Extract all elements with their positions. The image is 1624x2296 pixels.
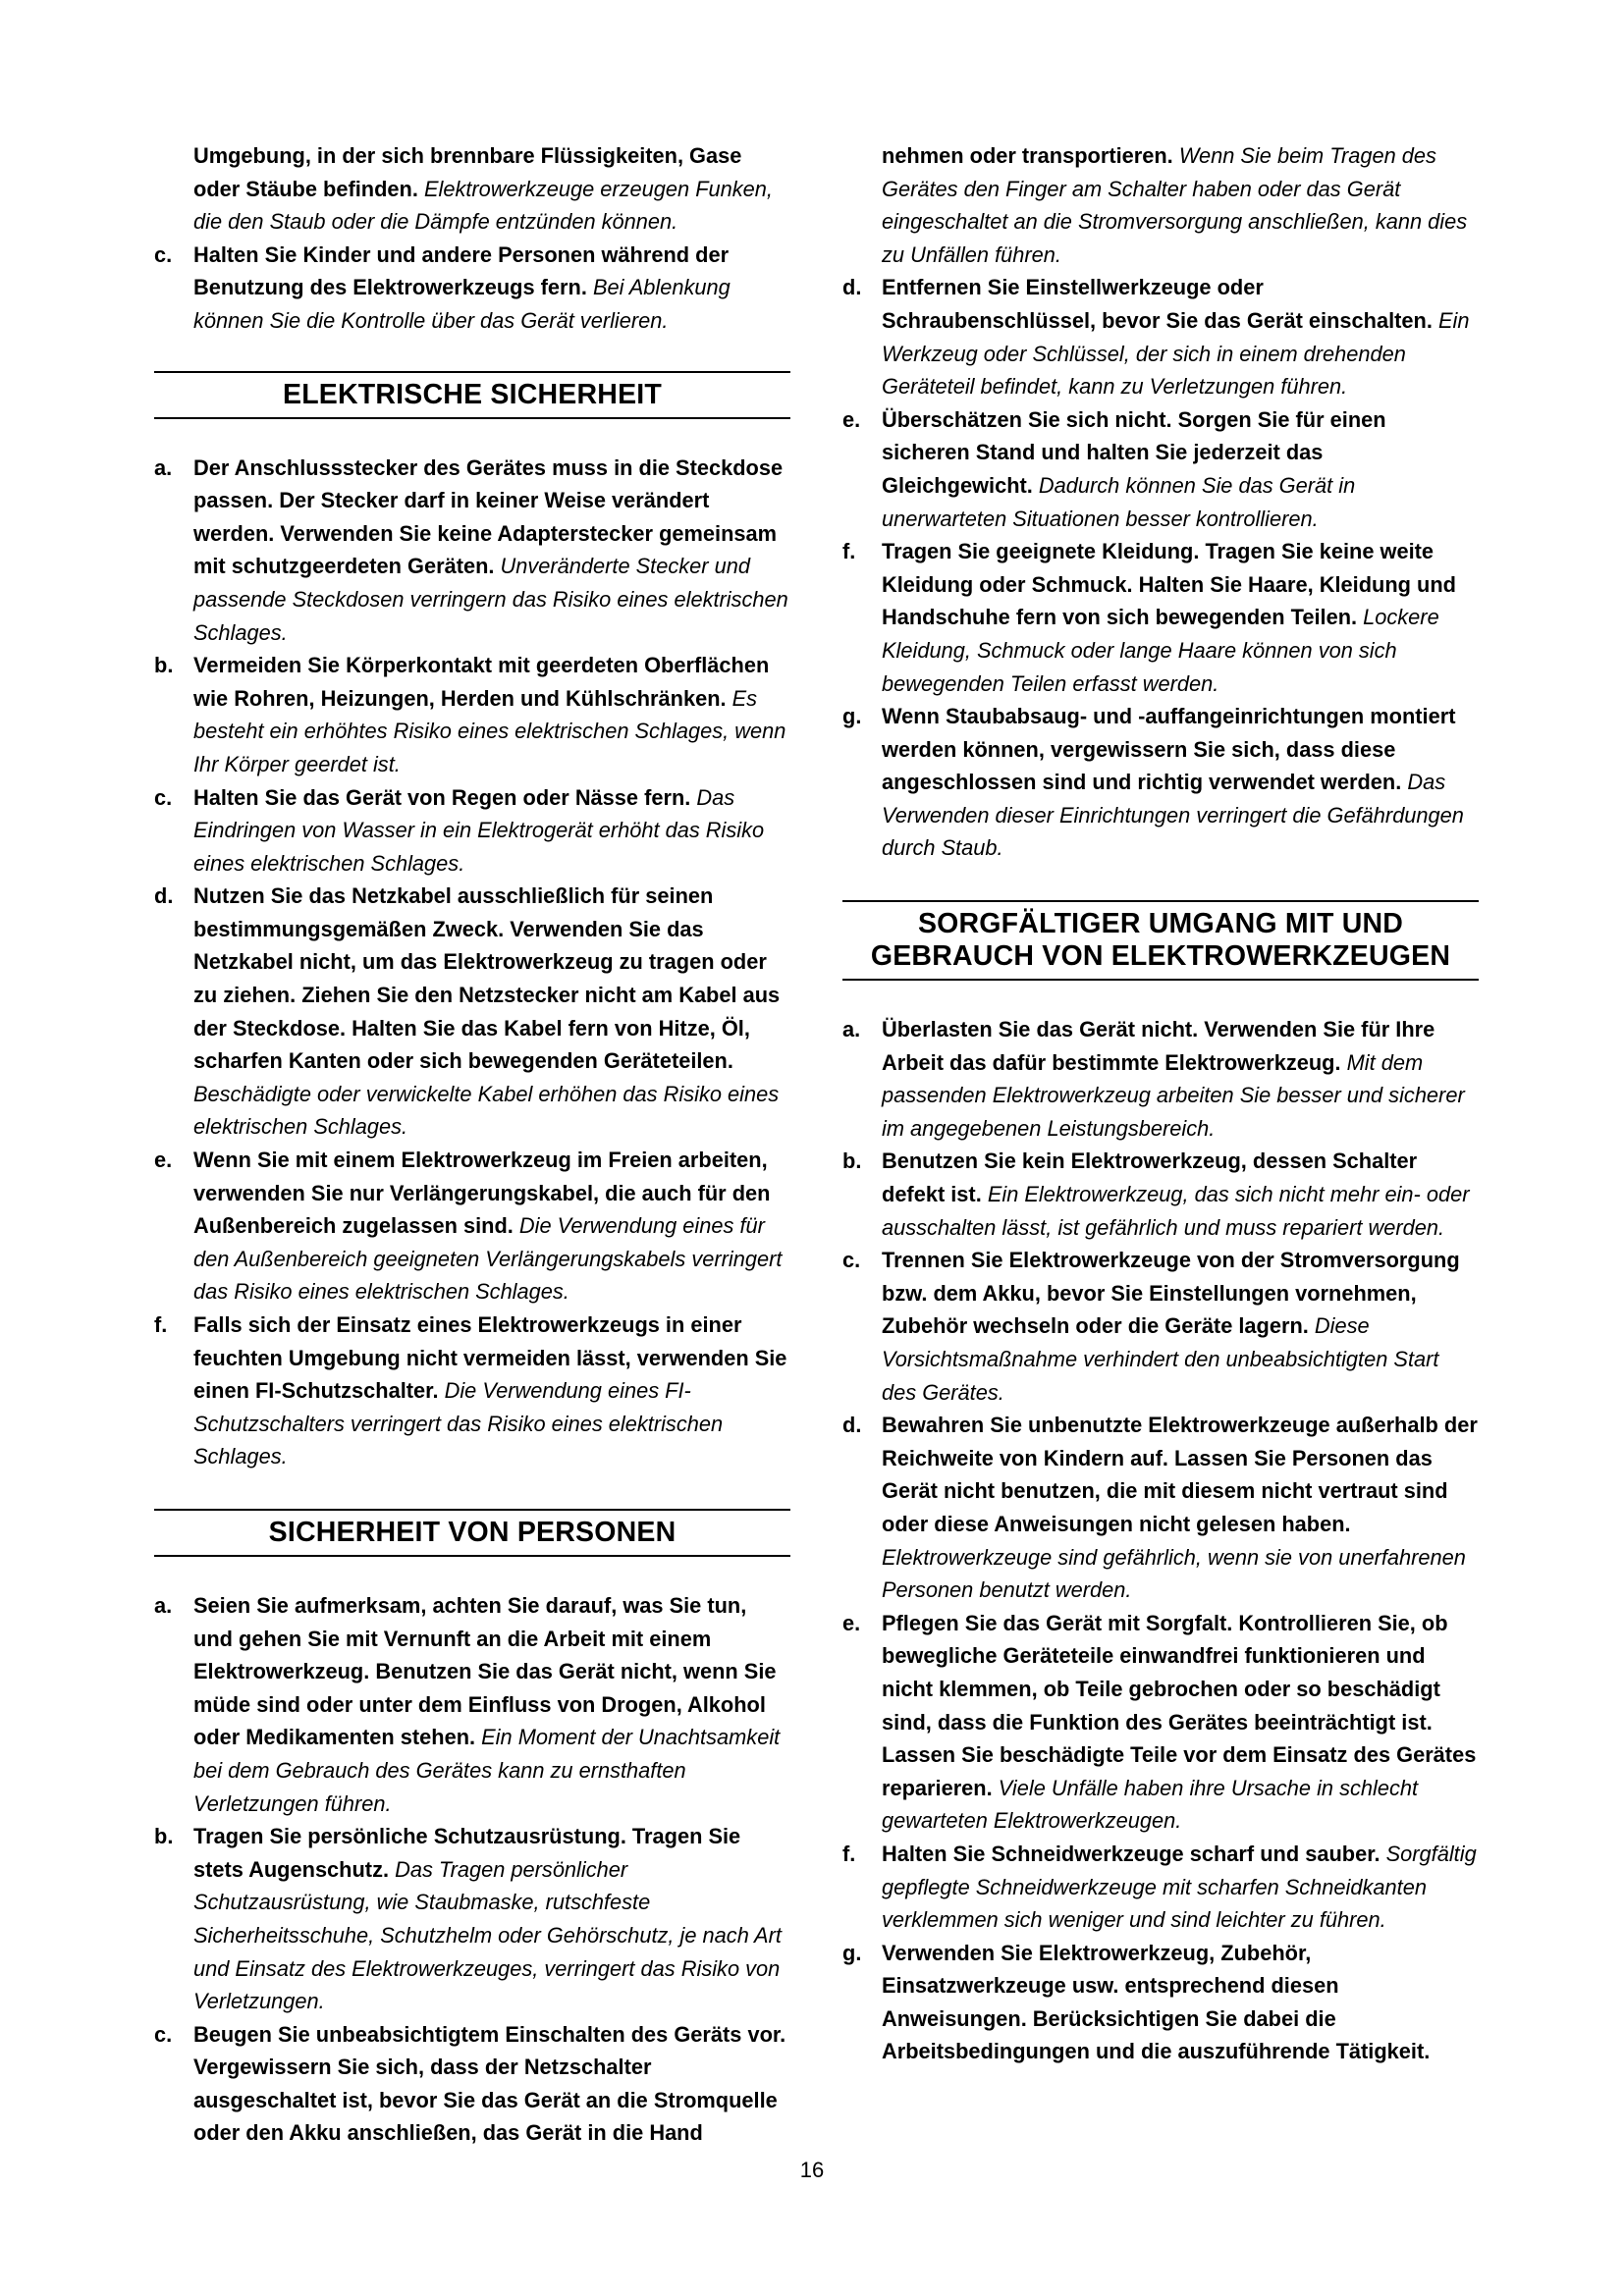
explanation-text: Lockere Kleidung, Schmuck oder lange Haare können von sich bewegenden Teilen erfasst werden. [882,605,1439,696]
instruction-text: Halten Sie Kinder und andere Personen während der Benutzung des Elektrowerkzeugs fern. [193,241,730,300]
instruction-text: Wenn Sie mit einem Elektrowerkzeug im Freien arbeiten, verwenden Sie nur Verlängerungskabel, die auch für den Außenbereich zugelassen sind. [193,1148,771,1239]
list-item [154,649,790,780]
explanation-text: Das Eindringen von Wasser in ein Elektrogerät erhöht das Risiko eines elektrischen Schlages. [193,784,765,876]
item-letter: g. [842,704,862,729]
item-letter: e. [842,1610,861,1635]
list-item [154,1308,790,1473]
explanation-text: Elektrowerkzeuge erzeugen Funken, die den Staub oder die Dämpfe entzünden können. [193,176,773,235]
instruction-text: Überschätzen Sie sich nicht. Sorgen Sie für einen sicheren Stand und halten Sie jederzeit das Gleichgewicht. [882,406,1386,498]
item-letter: a. [154,1592,173,1618]
instruction-text: Umgebung, in der sich brennbare Flüssigkeiten, Gase oder Stäube befinden. [193,143,742,201]
explanation-text: Sorgfältig gepflegte Schneidwerkzeuge mit scharfen Schneidkanten verklemmen sich weniger und sind leichter zu führen. [882,1841,1477,1933]
explanation-text: Dadurch können Sie das Gerät in unerwarteten Situationen besser kontrollieren. [882,472,1356,531]
list-item [154,880,790,1144]
intro-continuation [154,139,790,239]
list-item [842,1409,1479,1607]
instruction-text: Der Anschlussstecker des Gerätes muss in die Steckdose passen. Der Stecker darf in keiner Weise verändert werden. Verwenden Sie keine Adapterstecker gemeinsam mit schutzgeerdeten Geräten. [193,454,784,579]
list-item [842,1145,1479,1244]
explanation-text: Mit dem passenden Elektrowerkzeug arbeiten Sie besser und sicherer im angegebenen Leistungsbereich. [882,1049,1465,1141]
item-letter: c. [154,784,173,810]
list-item [154,239,790,338]
instruction-text: Pflegen Sie das Gerät mit Sorgfalt. Kontrollieren Sie, ob bewegliche Geräteteile einwandfrei funktionieren und nicht klemmen, ob Teile gebrochen oder so beschädigt sind, dass die Funktion des Gerätes beeinträchtigt ist. Lassen Sie beschädigte Teile vor dem Einsatz des Gerätes reparieren. [882,1610,1477,1800]
list-item [154,1820,790,2018]
explanation-text: Ein Werkzeug oder Schlüssel, der sich in einem drehenden Geräteteil befindet, kann zu Verletzungen führen. [882,307,1470,400]
instruction-text: Beugen Sie unbeabsichtigtem Einschalten des Geräts vor. Vergewissern Sie sich, dass der Netzschalter ausgeschaltet ist, bevor Sie das Gerät an die Stromquelle oder den Akku anschließen, das Gerät in die Hand [193,2021,786,2146]
section-heading-line: SORGFÄLTIGER UMGANG MIT UND [917,908,1404,940]
item-letter: f. [842,539,856,564]
explanation-text: Unveränderte Stecker und passende Steckdosen verringern das Risiko eines elektrischen Schlages. [193,554,788,645]
item-letter: a. [842,1017,861,1042]
item-letter: c. [154,241,173,267]
explanation-text: Das Verwenden dieser Einrichtungen verringert die Gefährdungen durch Staub. [882,770,1464,861]
instruction-text: Benutzen Sie kein Elektrowerkzeug, dessen Schalter defekt ist. [882,1148,1418,1207]
section-heading-sorgfaeltiger-umgang [842,900,1479,981]
instruction-text: nehmen oder transportieren. [882,143,1173,168]
list-item [154,1589,790,1820]
list-item [842,1244,1479,1409]
list-item [154,781,790,881]
item-letter: b. [154,653,174,678]
section-heading-line: GEBRAUCH VON ELEKTROWERKZEUGEN [870,940,1451,973]
instruction-text: Trennen Sie Elektrowerkzeuge von der Stromversorgung bzw. dem Akku, bevor Sie Einstellungen vornehmen, Zubehör wechseln oder die Geräte lagern. [882,1248,1460,1339]
list-item [842,403,1479,535]
explanation-text: Beschädigte oder verwickelte Kabel erhöhen das Risiko eines elektrischen Schlages. [193,1081,780,1140]
explanation-text: Die Verwendung eines für den Außenbereich geeigneten Verlängerungskabels verringert das Risiko eines elektrischen Schlages. [193,1213,783,1305]
list-item [842,1013,1479,1145]
explanation-text: Die Verwendung eines FI-Schutzschalters verringert das Risiko eines elektrischen Schlages. [193,1378,724,1469]
item-letter: d. [842,1413,862,1438]
item-letter: e. [842,406,861,432]
explanation-text: Bei Ablenkung können Sie die Kontrolle über das Gerät verlieren. [193,275,731,333]
item-letter: a. [154,454,173,480]
list-item [842,271,1479,402]
explanation-text: Ein Moment der Unachtsamkeit bei dem Gebrauch des Gerätes kann zu ernsthaften Verletzungen führen. [193,1725,781,1816]
instruction-text: Bewahren Sie unbenutzte Elektrowerkzeuge außerhalb der Reichweite von Kindern auf. Lassen Sie Personen das Gerät nicht benutzen, die mit diesem nicht vertraut sind oder diese Anweisungen nicht gelesen haben. [882,1413,1478,1536]
explanation-text: Es besteht ein erhöhtes Risiko eines elektrischen Schlages, wenn Ihr Körper geerdet ist. [193,685,786,776]
instruction-text: Verwenden Sie Elektrowerkzeug, Zubehör, Einsatzwerkzeuge usw. entsprechend diesen Anweisungen. Berücksichtigen Sie dabei die Arbeitsbedingungen und die auszuführende Tätigkeit. [882,1940,1431,2064]
instruction-text: Tragen Sie geeignete Kleidung. Tragen Sie keine weite Kleidung oder Schmuck. Halten Sie Haare, Kleidung und Handschuhe fern von sich bewegenden Teilen. [882,539,1456,630]
instruction-text: Nutzen Sie das Netzkabel ausschließlich für seinen bestimmungsgemäßen Zweck. Verwenden Sie das Netzkabel nicht, um das Elektrowerkzeug zu tragen oder zu ziehen. Ziehen Sie den Netzstecker nicht am Kabel aus der Steckdose. Halten Sie das Kabel fern von Hitze, Öl, scharfen Kanten oder sich bewegenden Geräteteilen. [193,883,781,1074]
list-item [842,1607,1479,1838]
section-heading-elektrische-sicherheit: ELEKTRISCHE SICHERHEIT [154,371,790,419]
explanation-text: Elektrowerkzeuge sind gefährlich, wenn sie von unerfahrenen Personen benutzt werden. [882,1544,1466,1603]
item-letter: g. [842,1940,862,1965]
list-item [154,452,790,650]
list-item [842,700,1479,865]
list-item [842,1937,1479,2068]
instruction-text: Halten Sie Schneidwerkzeuge scharf und sauber. [882,1841,1380,1866]
list-item [154,2018,790,2150]
instruction-text: Entfernen Sie Einstellwerkzeuge oder Schraubenschlüssel, bevor Sie das Gerät einschalten. [882,275,1433,333]
list-item [842,535,1479,700]
list-item [842,1838,1479,1937]
section-heading-sicherheit-von-personen: SICHERHEIT VON PERSONEN [154,1509,790,1557]
instruction-text: Seien Sie aufmerksam, achten Sie darauf, was Sie tun, und gehen Sie mit Vernunft an die Arbeit mit einem Elektrowerkzeug. Benutzen Sie das Gerät nicht, wenn Sie müde sind oder unter dem Einfluss von Drogen, Alkohol oder Medikamenten stehen. [193,1592,777,1750]
item-letter: c. [154,2021,173,2047]
instruction-text: Wenn Staubabsaug- und -auffangeinrichtungen montiert werden können, vergewissern Sie sich, dass diese angeschlossen sind und richtig verwendet werden. [882,704,1456,795]
item-letter: c. [842,1248,861,1273]
item-letter: f. [842,1841,856,1866]
item-letter: d. [154,883,174,909]
right-column [842,139,1479,2068]
instruction-text: Halten Sie das Gerät von Regen oder Nässe fern. [193,784,691,810]
item-continuation [842,139,1479,271]
explanation-text: Ein Elektrowerkzeug, das sich nicht mehr ein- oder ausschalten lässt, ist gefährlich und muss repariert werden. [882,1182,1470,1240]
page-number: 16 [799,2158,825,2182]
explanation-text: Viele Unfälle haben ihre Ursache in schlecht gewarteten Elektrowerkzeugen. [882,1775,1419,1834]
explanation-text: Das Tragen persönlicher Schutzausrüstung, wie Staubmaske, rutschfeste Sicherheitsschuhe, Schutzhelm oder Gehörschutz, je nach Art und Einsatz des Elektrowerkzeuges, verringert das Risiko von Verletzungen. [193,1856,782,2014]
instruction-text: Falls sich der Einsatz eines Elektrowerkzeugs in einer feuchten Umgebung nicht vermeiden lässt, verwenden Sie einen FI-Schutzschalter. [193,1312,787,1404]
list-item [154,1144,790,1308]
item-letter: b. [154,1824,174,1849]
explanation-text: Wenn Sie beim Tragen des Gerätes den Finger am Schalter haben oder das Gerät eingeschaltet an die Stromversorgung anschließen, kann dies zu Unfällen führen. [882,143,1468,267]
left-column [154,139,790,2150]
instruction-text: Überlasten Sie das Gerät nicht. Verwenden Sie für Ihre Arbeit das dafür bestimmte Elektrowerkzeug. [882,1017,1435,1075]
item-letter: d. [842,275,862,300]
item-letter: e. [154,1148,173,1173]
instruction-text: Tragen Sie persönliche Schutzausrüstung. Tragen Sie stets Augenschutz. [193,1824,741,1882]
item-letter: b. [842,1148,862,1174]
item-letter: f. [154,1312,168,1337]
explanation-text: Diese Vorsichtsmaßnahme verhindert den unbeabsichtigten Start des Gerätes. [882,1313,1439,1405]
instruction-text: Vermeiden Sie Körperkontakt mit geerdeten Oberflächen wie Rohren, Heizungen, Herden und Kühlschränken. [193,653,770,711]
